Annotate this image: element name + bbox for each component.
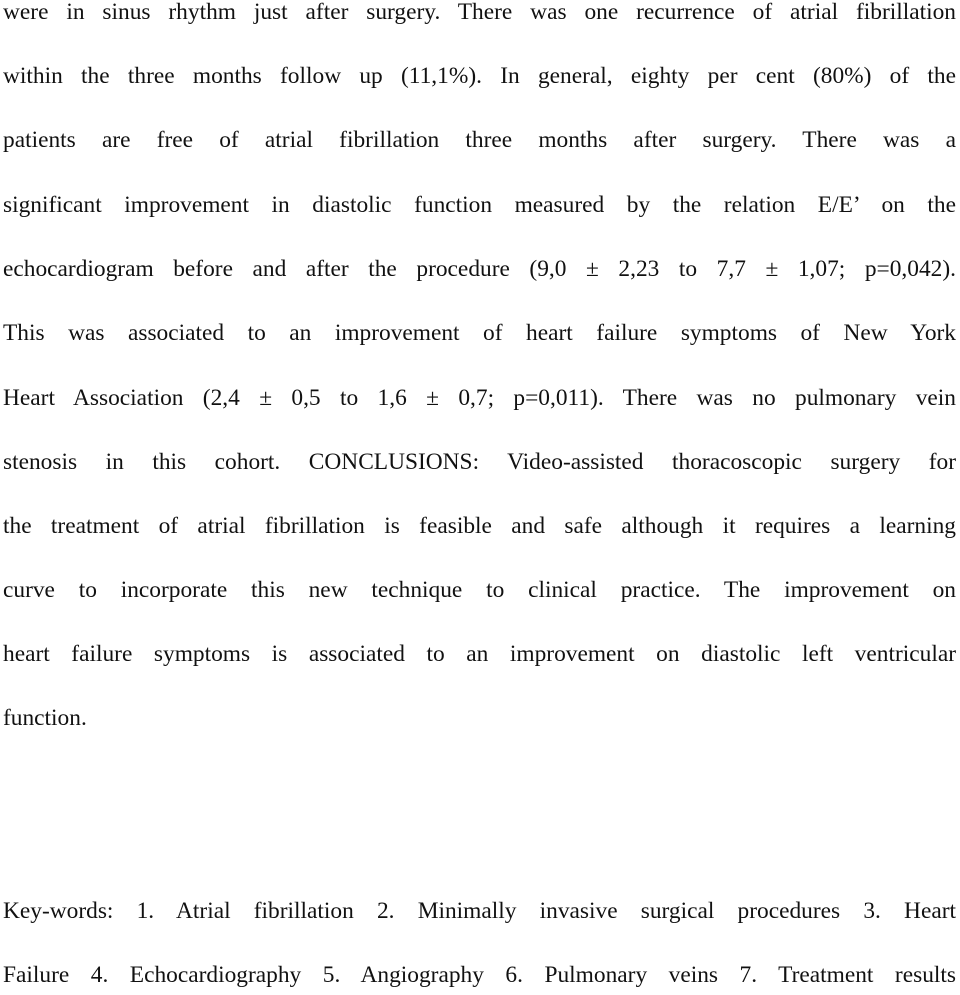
body-line-10: curve to incorporate this new technique to clinical practice. The improvement on bbox=[3, 577, 956, 603]
body-line-12: function. bbox=[3, 705, 87, 731]
body-line-2: within the three months follow up (11,1%). In general, eighty per cent (80%) of the bbox=[3, 63, 956, 89]
body-line-8: stenosis in this cohort. CONCLUSIONS: Video-assisted thoracoscopic surgery for bbox=[3, 449, 956, 475]
body-line-9: the treatment of atrial fibrillation is feasible and safe although it requires a learning bbox=[3, 513, 956, 539]
body-line-5: echocardiogram before and after the procedure (9,0 ± 2,23 to 7,7 ± 1,07; p=0,042). bbox=[3, 256, 956, 282]
keywords-line-1: Key-words: 1. Atrial fibrillation 2. Minimally invasive surgical procedures 3. Heart bbox=[3, 898, 956, 924]
body-line-7: Heart Association (2,4 ± 0,5 to 1,6 ± 0,7; p=0,011). There was no pulmonary vein bbox=[3, 385, 956, 411]
keywords-line-2: Failure 4. Echocardiography 5. Angiography 6. Pulmonary veins 7. Treatment results bbox=[3, 962, 956, 988]
body-line-1: were in sinus rhythm just after surgery. There was one recurrence of atrial fibrillation bbox=[3, 0, 956, 25]
body-line-11: heart failure symptoms is associated to an improvement on diastolic left ventricular bbox=[3, 641, 956, 667]
body-line-4: significant improvement in diastolic function measured by the relation E/E’ on the bbox=[3, 192, 956, 218]
body-line-3: patients are free of atrial fibrillation three months after surgery. There was a bbox=[3, 127, 956, 153]
body-line-6: This was associated to an improvement of heart failure symptoms of New York bbox=[3, 320, 956, 346]
